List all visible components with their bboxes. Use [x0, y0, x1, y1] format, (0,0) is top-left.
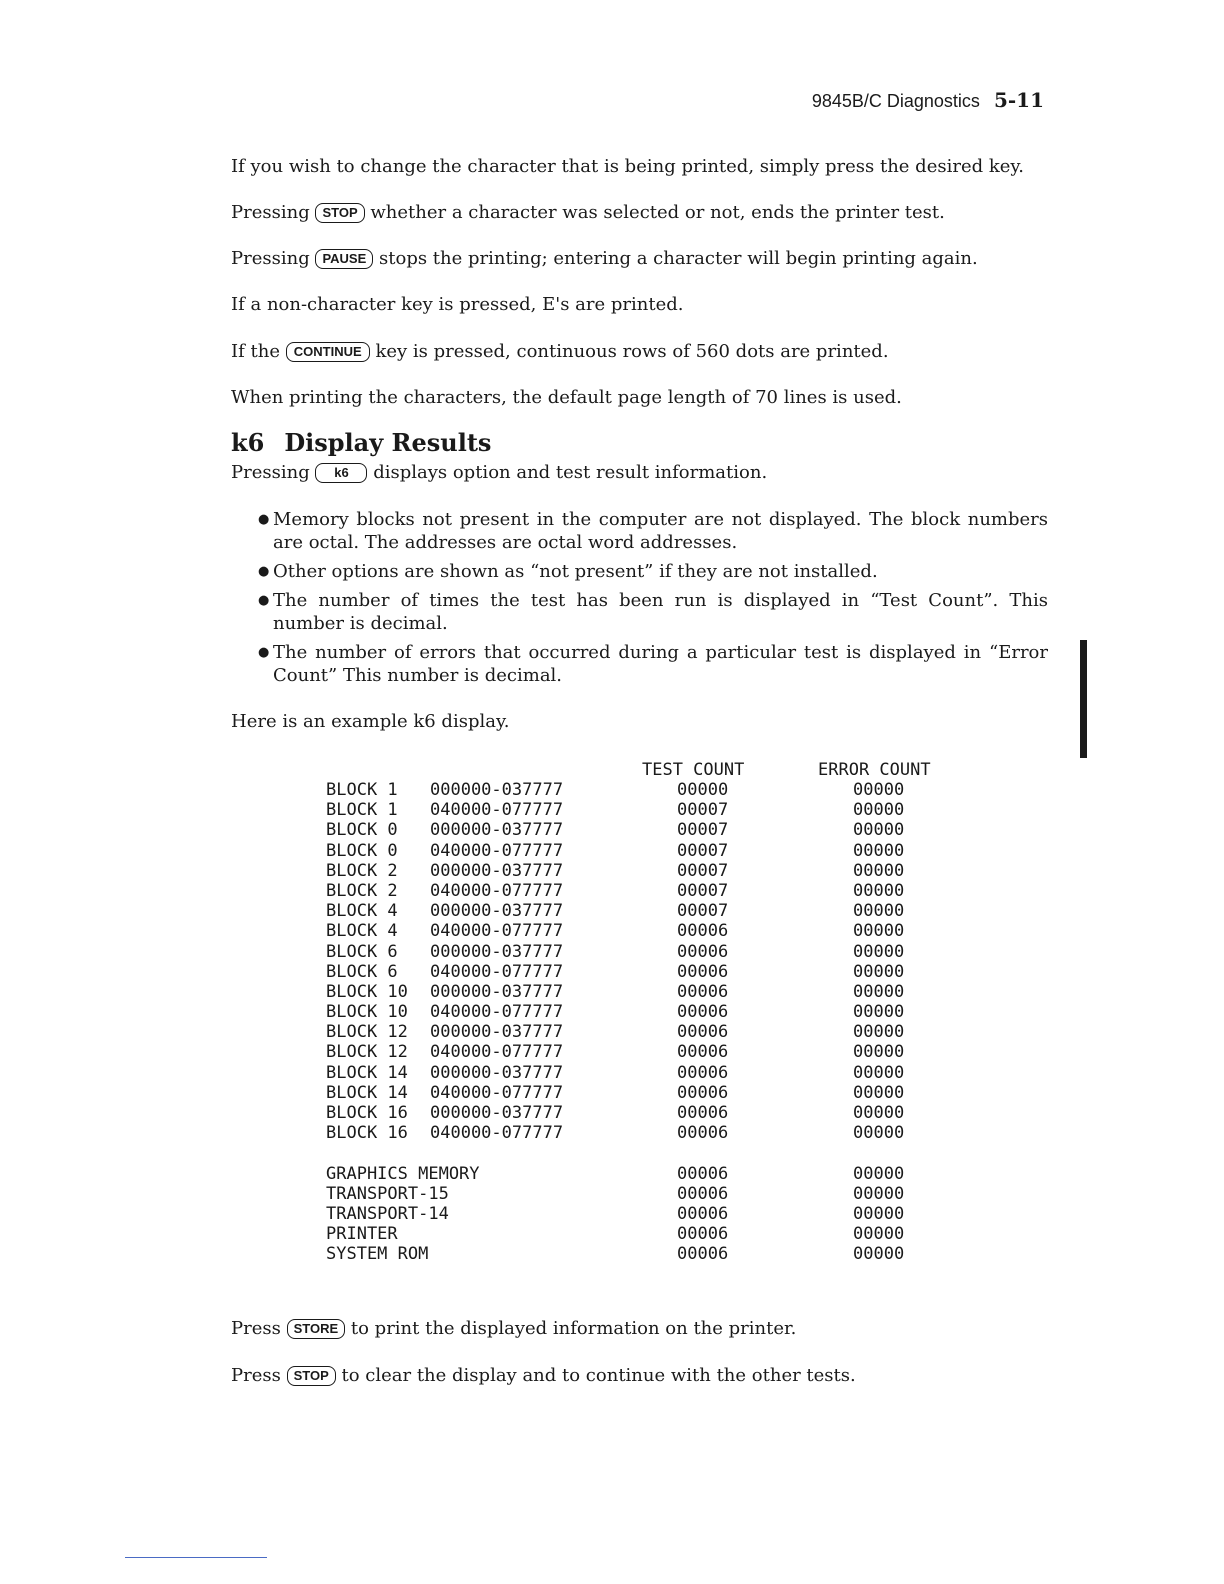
list-item: ● The number of times the test has been run is displayed in “Test Count”. This number is decimal. [258, 589, 1048, 635]
error-count: 00000 [853, 880, 905, 901]
paragraph-example-intro: Here is an example k6 display. [231, 711, 510, 732]
block-range: 040000-077777 [430, 1042, 564, 1063]
block-name: BLOCK 1 [326, 800, 398, 821]
block-name: BLOCK 14 [326, 1062, 408, 1083]
test-count: 00006 [677, 1203, 729, 1224]
page-header [812, 88, 1044, 112]
error-count: 00000 [853, 1103, 905, 1123]
paragraph-k6: Pressing k6 displays option and test result information. [231, 462, 768, 483]
error-count: 00000 [853, 840, 905, 861]
section-number: k6 [231, 428, 265, 457]
col-header-error-count: ERROR COUNT [818, 760, 931, 780]
block-name: BLOCK 4 [326, 901, 398, 922]
k6-key: k6 [315, 463, 367, 483]
paragraph-non-character: If a non-character key is pressed, E's are printed. [231, 294, 684, 315]
error-count: 00000 [853, 1062, 905, 1083]
test-count: 00006 [677, 1224, 729, 1245]
block-name: BLOCK 14 [326, 1082, 408, 1103]
error-count: 00000 [853, 780, 905, 800]
stop-key: STOP [287, 1366, 336, 1386]
error-count: 00000 [853, 800, 905, 821]
error-count: 00000 [853, 961, 905, 982]
block-range: 000000-037777 [430, 941, 564, 962]
paragraph-page-length: When printing the characters, the default page length of 70 lines is used. [231, 387, 902, 408]
block-range: 000000-037777 [430, 1062, 564, 1083]
test-count: 00007 [677, 800, 729, 821]
block-name: BLOCK 12 [326, 1042, 408, 1063]
test-count: 00006 [677, 1183, 729, 1204]
block-name: BLOCK 1 [326, 780, 398, 800]
block-range: 040000-077777 [430, 1123, 564, 1144]
footer-rule [125, 1557, 267, 1558]
pause-key: PAUSE [315, 249, 373, 269]
continue-key: CONTINUE [286, 342, 370, 362]
error-count: 00000 [853, 1002, 905, 1023]
test-count: 00007 [677, 880, 729, 901]
block-range: 000000-037777 [430, 981, 564, 1002]
error-count: 00000 [853, 981, 905, 1002]
test-count: 00006 [677, 1042, 729, 1063]
block-name: BLOCK 6 [326, 941, 398, 962]
paragraph-pause: Pressing PAUSE stops the printing; entering a character will begin printing again. [231, 248, 978, 269]
block-range: 000000-037777 [430, 1103, 564, 1123]
block-range: 040000-077777 [430, 880, 564, 901]
block-name: BLOCK 6 [326, 961, 398, 982]
block-range: 040000-077777 [430, 840, 564, 861]
block-name: BLOCK 12 [326, 1022, 408, 1043]
header-section: 9845B/C Diagnostics [811, 91, 980, 111]
test-count: 00006 [677, 1082, 729, 1103]
block-range: 000000-037777 [430, 1022, 564, 1043]
option-name: PRINTER [326, 1224, 398, 1245]
list-item: ● Other options are shown as “not present” if they are not installed. [258, 560, 1048, 583]
option-name: TRANSPORT-14 [326, 1203, 449, 1224]
col-header-test-count: TEST COUNT [642, 760, 745, 780]
paragraph-stop: Pressing STOP whether a character was selected or not, ends the printer test. [231, 202, 945, 223]
block-range: 000000-037777 [430, 901, 564, 922]
test-count: 00006 [677, 1002, 729, 1023]
paragraph-stop-clear: Press STOP to clear the display and to continue with the other tests. [231, 1365, 856, 1386]
block-range: 000000-037777 [430, 780, 564, 800]
error-count: 00000 [853, 1244, 905, 1265]
list-item: ● Memory blocks not present in the computer are not displayed. The block numbers are octal. The addresses are octal word addresses. [258, 508, 1048, 554]
option-name: TRANSPORT-15 [326, 1183, 449, 1204]
test-count: 00006 [677, 1062, 729, 1083]
test-count: 00006 [677, 921, 729, 942]
block-name: BLOCK 4 [326, 921, 398, 942]
page-number: 5-11 [993, 88, 1044, 112]
error-count: 00000 [853, 1203, 905, 1224]
error-count: 00000 [853, 941, 905, 962]
bullet-list [258, 508, 1048, 693]
option-name: SYSTEM ROM [326, 1244, 429, 1265]
test-count: 00007 [677, 820, 729, 841]
paragraph-continue: If the CONTINUE key is pressed, continuous rows of 560 dots are printed. [231, 341, 889, 362]
test-count: 00007 [677, 860, 729, 881]
block-range: 040000-077777 [430, 800, 564, 821]
section-heading [231, 428, 491, 457]
test-count: 00000 [677, 780, 729, 800]
error-count: 00000 [853, 1082, 905, 1103]
block-name: BLOCK 16 [326, 1103, 408, 1123]
block-name: BLOCK 2 [326, 860, 398, 881]
test-count: 00006 [677, 1123, 729, 1144]
error-count: 00000 [853, 901, 905, 922]
paragraph-change-character: If you wish to change the character that is being printed, simply press the desired key. [231, 156, 1024, 177]
change-bar [1080, 640, 1087, 758]
stop-key: STOP [315, 203, 364, 223]
test-count: 00006 [677, 1163, 729, 1184]
section-title: Display Results [284, 428, 492, 457]
block-name: BLOCK 16 [326, 1123, 408, 1144]
test-count: 00006 [677, 1244, 729, 1265]
block-name: BLOCK 10 [326, 1002, 408, 1023]
block-range: 040000-077777 [430, 961, 564, 982]
error-count: 00000 [853, 921, 905, 942]
error-count: 00000 [853, 860, 905, 881]
test-count: 00006 [677, 961, 729, 982]
error-count: 00000 [853, 820, 905, 841]
test-count: 00007 [677, 840, 729, 861]
block-range: 040000-077777 [430, 921, 564, 942]
error-count: 00000 [853, 1183, 905, 1204]
list-item: ● The number of errors that occurred during a particular test is displayed in “Error Count” This number is decimal. [258, 641, 1048, 687]
block-range: 040000-077777 [430, 1002, 564, 1023]
test-count: 00006 [677, 941, 729, 962]
error-count: 00000 [853, 1163, 905, 1184]
error-count: 00000 [853, 1042, 905, 1063]
error-count: 00000 [853, 1224, 905, 1245]
paragraph-store: Press STORE to print the displayed information on the printer. [231, 1318, 797, 1339]
block-name: BLOCK 0 [326, 820, 398, 841]
option-name: GRAPHICS MEMORY [326, 1163, 480, 1184]
test-count: 00007 [677, 901, 729, 922]
error-count: 00000 [853, 1022, 905, 1043]
block-name: BLOCK 0 [326, 840, 398, 861]
test-count: 00006 [677, 1103, 729, 1123]
block-range: 000000-037777 [430, 820, 564, 841]
error-count: 00000 [853, 1123, 905, 1144]
block-range: 040000-077777 [430, 1082, 564, 1103]
store-key: STORE [287, 1319, 346, 1339]
block-name: BLOCK 10 [326, 981, 408, 1002]
block-range: 000000-037777 [430, 860, 564, 881]
test-count: 00006 [677, 1022, 729, 1043]
block-name: BLOCK 2 [326, 880, 398, 901]
test-count: 00006 [677, 981, 729, 1002]
